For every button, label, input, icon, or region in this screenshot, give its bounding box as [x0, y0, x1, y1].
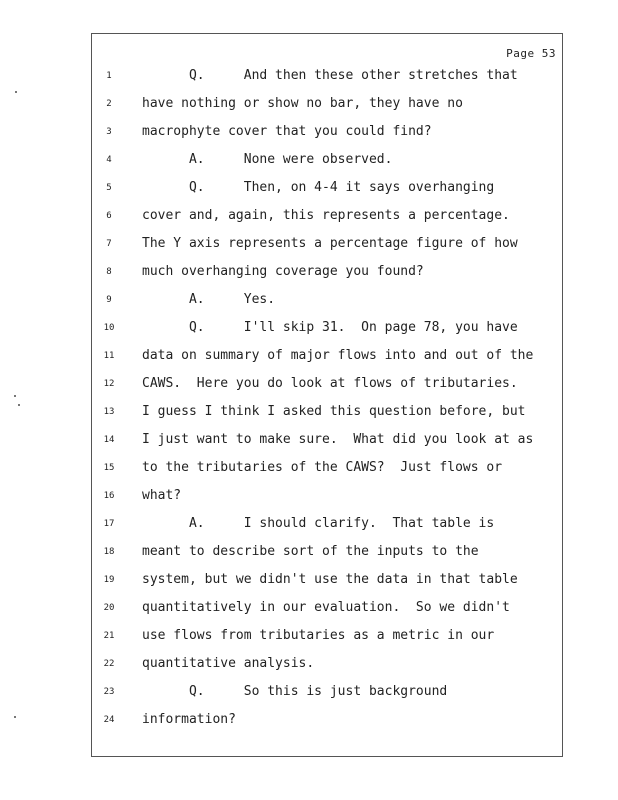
line-number: 22 — [103, 659, 115, 669]
scan-speck — [18, 404, 20, 406]
scan-speck — [15, 91, 17, 93]
line-text: I guess I think I asked this question before, but — [142, 404, 526, 419]
transcript-line — [0, 514, 560, 534]
line-text: A. None were observed. — [142, 152, 393, 167]
line-number: 16 — [103, 491, 115, 501]
transcript-line — [0, 374, 560, 394]
line-text: I just want to make sure. What did you look at as — [142, 432, 534, 447]
transcript-line — [0, 682, 560, 702]
line-text: much overhanging coverage you found? — [142, 264, 424, 279]
transcript-line — [0, 626, 560, 646]
transcript-line — [0, 66, 560, 86]
line-text: A. I should clarify. That table is — [142, 516, 495, 531]
transcript-line — [0, 402, 560, 422]
line-text: data on summary of major flows into and out of the — [142, 348, 534, 363]
line-number: 19 — [103, 575, 115, 585]
transcript-line — [0, 234, 560, 254]
line-text: Q. I'll skip 31. On page 78, you have — [142, 320, 518, 335]
line-text: cover and, again, this represents a percentage. — [142, 208, 510, 223]
line-text: use flows from tributaries as a metric in our — [142, 628, 495, 643]
line-text: macrophyte cover that you could find? — [142, 124, 432, 139]
transcript-line — [0, 570, 560, 590]
line-number: 21 — [103, 631, 115, 641]
transcript-line — [0, 458, 560, 478]
transcript-line — [0, 542, 560, 562]
transcript-line — [0, 318, 560, 338]
line-number: 2 — [106, 99, 112, 109]
line-number: 11 — [103, 351, 115, 361]
line-number: 13 — [103, 407, 115, 417]
line-text: quantitative analysis. — [142, 656, 315, 671]
line-number: 9 — [106, 295, 112, 305]
scan-speck — [14, 716, 16, 718]
line-text: A. Yes. — [142, 292, 276, 307]
line-number: 7 — [106, 239, 112, 249]
line-number: 3 — [106, 127, 112, 137]
line-number: 10 — [103, 323, 115, 333]
page-number: Page 53 — [506, 47, 556, 60]
line-number: 18 — [103, 547, 115, 557]
line-number: 23 — [103, 687, 115, 697]
transcript-line — [0, 122, 560, 142]
line-number: 20 — [103, 603, 115, 613]
line-number: 1 — [106, 71, 112, 81]
line-number: 15 — [103, 463, 115, 473]
line-text: what? — [142, 488, 182, 503]
line-text: quantitatively in our evaluation. So we didn't — [142, 600, 510, 615]
transcript-line — [0, 346, 560, 366]
line-text: have nothing or show no bar, they have no — [142, 96, 463, 111]
line-text: The Y axis represents a percentage figure of how — [142, 236, 518, 251]
line-number: 24 — [103, 715, 115, 725]
transcript-line — [0, 178, 560, 198]
scan-speck — [14, 395, 16, 397]
transcript-line — [0, 430, 560, 450]
line-text: CAWS. Here you do look at flows of tributaries. — [142, 376, 518, 391]
transcript-line — [0, 150, 560, 170]
line-number: 5 — [106, 183, 112, 193]
transcript-line — [0, 206, 560, 226]
line-number: 17 — [103, 519, 115, 529]
transcript-line — [0, 94, 560, 114]
line-text: Q. And then these other stretches that — [142, 68, 518, 83]
line-number: 4 — [106, 155, 112, 165]
transcript-line — [0, 290, 560, 310]
transcript-line — [0, 486, 560, 506]
transcript-line — [0, 654, 560, 674]
transcript-line — [0, 710, 560, 730]
line-text: Q. So this is just background — [142, 684, 448, 699]
line-text: to the tributaries of the CAWS? Just flows or — [142, 460, 503, 475]
line-number: 6 — [106, 211, 112, 221]
line-text: Q. Then, on 4-4 it says overhanging — [142, 180, 495, 195]
transcript-line — [0, 598, 560, 618]
line-number: 14 — [103, 435, 115, 445]
line-text: system, but we didn't use the data in that table — [142, 572, 518, 587]
line-text: information? — [142, 712, 236, 727]
line-text: meant to describe sort of the inputs to the — [142, 544, 479, 559]
transcript-line — [0, 262, 560, 282]
line-number: 8 — [106, 267, 112, 277]
line-number: 12 — [103, 379, 115, 389]
